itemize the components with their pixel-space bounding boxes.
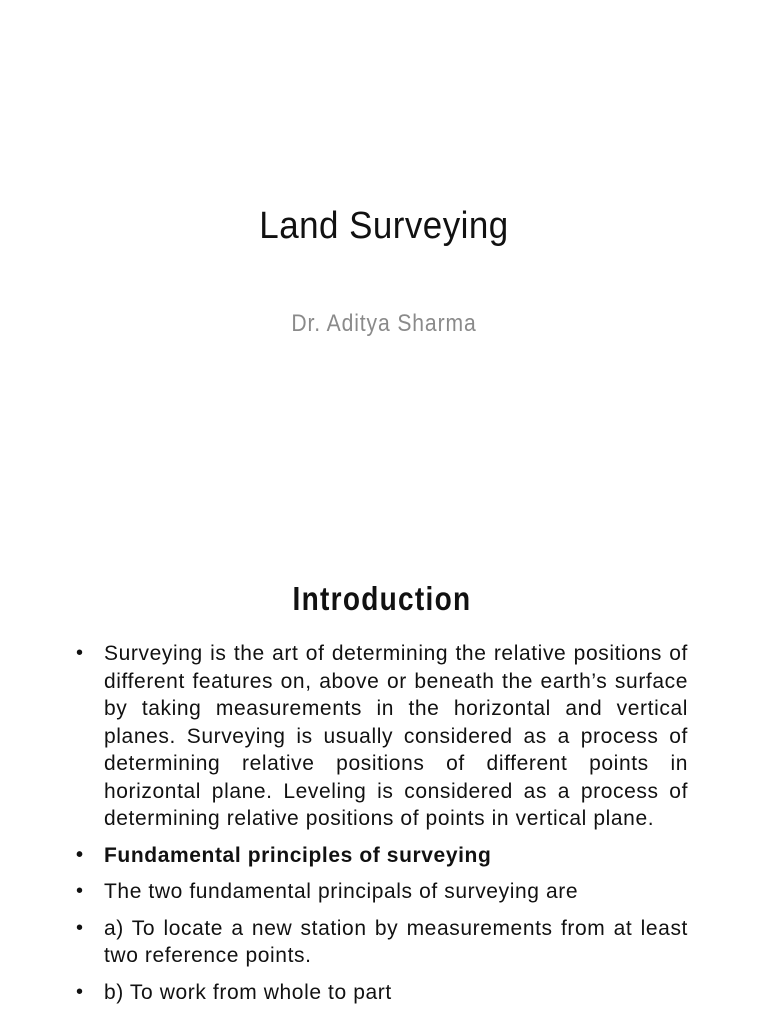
bullet-icon: • (76, 843, 84, 866)
slide-heading: Introduction (292, 580, 472, 617)
bullet-text: Surveying is the art of determining the relative positions of different features on, above or beneath the earth’s surface by taking measurements in the horizontal and vertical planes. Surveying is usually considered as a process of determining relative positions of different points in horizontal plane. Leveling is considered as a process of determining relative positions of points in vertical plane. (104, 642, 688, 830)
bullet-list (76, 640, 688, 1015)
bullet-text: Fundamental principles of surveying (104, 843, 492, 867)
bullet-text: The two fundamental principals of surveying are (104, 880, 579, 903)
list-item (76, 915, 688, 970)
bullet-text: b) To work from whole to part (104, 980, 392, 1004)
list-item (76, 979, 688, 1007)
bullet-text: a) To locate a new station by measurements from at least two reference points. (104, 916, 688, 967)
bullet-icon: • (76, 916, 84, 939)
bullet-icon: • (76, 880, 84, 902)
list-item (76, 842, 688, 870)
introduction-slide (0, 540, 768, 1024)
bullet-icon: • (76, 980, 84, 1003)
list-item (76, 640, 688, 833)
list-item (76, 878, 688, 906)
author-name: Dr. Aditya Sharma (291, 310, 477, 337)
bullet-icon: • (76, 642, 84, 664)
slide-title: Land Surveying (259, 205, 509, 247)
